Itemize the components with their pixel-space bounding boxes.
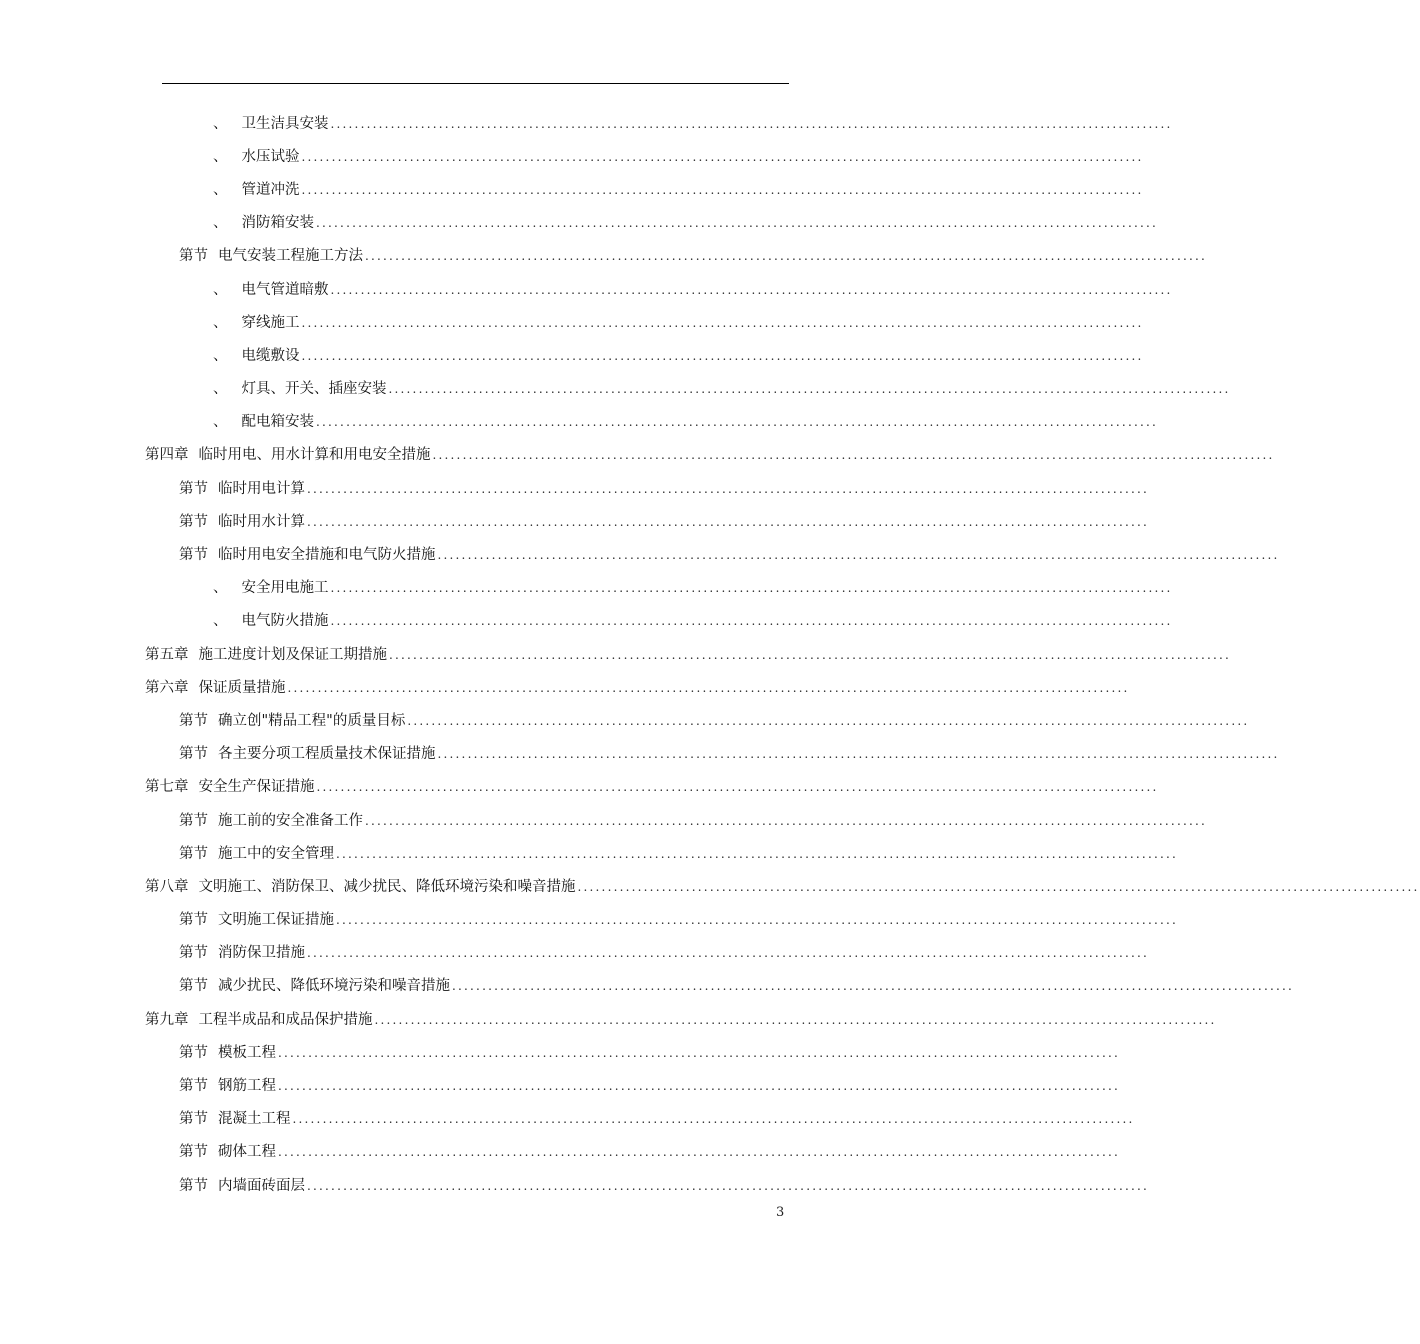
toc-dot-leader: ............................................................................................................................................: [316, 415, 1159, 430]
toc-entry-title: 确立创"精品工程"的质量目标: [218, 712, 406, 729]
toc-entry-number: 、: [213, 580, 228, 597]
toc-entry-title: 穿线施工: [241, 314, 300, 331]
toc-entry-number: 第六章: [145, 679, 189, 696]
toc-entry-number: 、: [213, 281, 228, 298]
toc-dot-leader: ............................................................................................................................................: [365, 249, 1208, 264]
toc-entry-number: 第节: [179, 746, 208, 763]
toc-entry-title: 配电箱安装: [241, 414, 314, 431]
toc-entry-number: 第节: [179, 1078, 208, 1095]
toc-dot-leader: ............................................................................................................................................: [330, 116, 1173, 131]
toc-dot-leader: ............................................................................................................................................: [316, 216, 1159, 231]
toc-entry-title: 水压试验: [241, 148, 300, 165]
toc-entry-number: 第四章: [145, 447, 189, 464]
toc-dot-leader: ............................................................................................................................................: [307, 514, 1150, 529]
toc-entry-chapter[interactable]: [0, 1003, 1217, 1036]
toc-dot-leader: ............................................................................................................................................: [278, 1145, 1121, 1160]
toc-entry-bullet[interactable]: [0, 605, 1173, 638]
toc-dot-leader: ............................................................................................................................................: [287, 680, 1130, 695]
toc-entry-title: 临时用电计算: [218, 480, 305, 497]
toc-entry-title: 卫生洁具安装: [241, 115, 329, 132]
toc-entry-number: 第节: [179, 812, 208, 829]
toc-entry-bullet[interactable]: [0, 107, 1173, 140]
toc-entry-number: 第节: [179, 513, 208, 530]
page-number: 3: [776, 1205, 785, 1220]
header-rule: [162, 83, 789, 84]
toc-entry-number: 第节: [179, 712, 208, 729]
toc-entry-chapter[interactable]: [0, 671, 1130, 704]
toc-entry-number: 、: [213, 381, 228, 398]
toc-entry-title: 工程半成品和成品保护措施: [198, 1011, 373, 1028]
toc-entry-number: 第节: [179, 945, 208, 962]
toc-dot-leader: ............................................................................................................................................: [330, 581, 1173, 596]
toc-entry-number: 第节: [179, 480, 208, 497]
toc-dot-leader: ............................................................................................................................................: [301, 182, 1144, 197]
toc-entry-number: 第九章: [145, 1011, 189, 1028]
toc-entry-bullet[interactable]: [0, 173, 1144, 206]
toc-entry-title: 消防箱安装: [241, 215, 314, 232]
toc-dot-leader: ............................................................................................................................................: [278, 1079, 1121, 1094]
toc-entry-number: 、: [213, 115, 228, 132]
toc-entry-bullet[interactable]: [0, 572, 1173, 605]
toc-entry-title: 电气管道暗敷: [241, 281, 329, 298]
toc-dot-leader: ............................................................................................................................................: [365, 813, 1208, 828]
toc-entry-chapter[interactable]: [0, 771, 1159, 804]
toc-entry-bullet[interactable]: [0, 140, 1144, 173]
toc-dot-leader: ............................................................................................................................................: [389, 647, 1232, 662]
toc-entry-number: 第节: [179, 912, 208, 929]
toc-entry-number: 第节: [179, 248, 208, 265]
toc-entry-title: 电缆敷设: [241, 347, 300, 364]
toc-entry-title: 混凝土工程: [218, 1111, 291, 1128]
toc-entry-number: 第节: [179, 1177, 208, 1194]
toc-dot-leader: ............................................................................................................................................: [452, 979, 1295, 994]
toc-entry-title: 文明施工、消防保卫、减少扰民、降低环境污染和噪音措施: [198, 878, 576, 895]
toc-dot-leader: ............................................................................................................................................: [432, 448, 1275, 463]
toc-dot-leader: ............................................................................................................................................: [336, 846, 1179, 861]
toc-entry-title: 管道冲洗: [241, 181, 300, 198]
toc-entry-title: 模板工程: [218, 1044, 276, 1061]
toc-dot-leader: ............................................................................................................................................: [388, 382, 1231, 397]
toc-entry-section[interactable]: [0, 505, 1150, 538]
toc-dot-leader: ............................................................................................................................................: [437, 548, 1280, 563]
toc-entry-title: 文明施工保证措施: [218, 912, 334, 929]
toc-entry-section[interactable]: [0, 240, 1208, 273]
toc-entry-section[interactable]: [0, 472, 1150, 505]
toc-entry-title: 施工进度计划及保证工期措施: [198, 646, 387, 663]
toc-entry-bullet[interactable]: [0, 406, 1159, 439]
table-of-contents: [0, 107, 1420, 1202]
toc-dot-leader: ............................................................................................................................................: [278, 1045, 1121, 1060]
toc-dot-leader: ............................................................................................................................................: [301, 149, 1144, 164]
toc-entry-title: 砌体工程: [218, 1144, 276, 1161]
toc-entry-bullet[interactable]: [0, 373, 1231, 406]
toc-entry-title: 安全生产保证措施: [198, 779, 315, 796]
toc-dot-leader: ............................................................................................................................................: [307, 481, 1150, 496]
toc-entry-chapter[interactable]: [0, 439, 1275, 472]
toc-dot-leader: ............................................................................................................................................: [330, 282, 1173, 297]
toc-dot-leader: ............................................................................................................................................: [330, 614, 1173, 629]
toc-entry-number: 第八章: [145, 878, 189, 895]
toc-entry-number: 第节: [179, 547, 208, 564]
toc-entry-number: 第节: [179, 978, 208, 995]
toc-entry-section[interactable]: [0, 704, 1250, 737]
toc-entry-section[interactable]: [0, 1136, 1121, 1169]
toc-entry-chapter[interactable]: [0, 870, 1420, 903]
toc-entry-title: 内墙面砖面层: [218, 1177, 305, 1194]
toc-entry-number: 、: [213, 148, 228, 165]
toc-entry-number: 第节: [179, 1144, 208, 1161]
toc-dot-leader: ............................................................................................................................................: [407, 713, 1250, 728]
toc-entry-number: 、: [213, 215, 228, 232]
toc-entry-number: 第七章: [145, 779, 189, 796]
toc-entry-section[interactable]: [0, 1036, 1121, 1069]
toc-entry-number: 、: [213, 314, 228, 331]
toc-dot-leader: ............................................................................................................................................: [301, 315, 1144, 330]
toc-dot-leader: ............................................................................................................................................: [292, 1112, 1135, 1127]
toc-dot-leader: ............................................................................................................................................: [316, 780, 1159, 795]
toc-entry-number: 第节: [179, 1044, 208, 1061]
toc-dot-leader: ............................................................................................................................................: [336, 913, 1179, 928]
toc-entry-bullet[interactable]: [0, 339, 1144, 372]
toc-entry-number: 、: [213, 347, 228, 364]
toc-entry-section[interactable]: [0, 804, 1208, 837]
toc-entry-title: 安全用电施工: [241, 580, 329, 597]
toc-entry-section[interactable]: [0, 1103, 1135, 1136]
toc-entry-section[interactable]: [0, 1069, 1121, 1102]
toc-entry-section[interactable]: [0, 904, 1179, 937]
toc-dot-leader: ............................................................................................................................................: [437, 747, 1280, 762]
toc-entry-section[interactable]: [0, 937, 1150, 970]
toc-entry-section[interactable]: [0, 970, 1295, 1003]
toc-entry-number: 、: [213, 414, 228, 431]
toc-entry-number: 第节: [179, 1111, 208, 1128]
toc-dot-leader: ............................................................................................................................................: [577, 879, 1420, 894]
toc-entry-bullet[interactable]: [0, 207, 1159, 240]
toc-entry-number: 第五章: [145, 646, 189, 663]
toc-entry-title: 消防保卫措施: [218, 945, 305, 962]
toc-entry-number: 第节: [179, 845, 208, 862]
toc-entry-title: 临时用电安全措施和电气防火措施: [218, 547, 436, 564]
toc-entry-number: 、: [213, 181, 228, 198]
toc-entry-title: 临时用水计算: [218, 513, 305, 530]
toc-entry-title: 临时用电、用水计算和用电安全措施: [198, 447, 431, 464]
toc-entry-title: 钢筋工程: [218, 1078, 276, 1095]
toc-dot-leader: ............................................................................................................................................: [307, 1178, 1150, 1193]
toc-entry-bullet[interactable]: [0, 306, 1144, 339]
toc-entry-title: 各主要分项工程质量技术保证措施: [218, 746, 436, 763]
toc-dot-leader: ............................................................................................................................................: [301, 348, 1144, 363]
toc-entry-title: 施工中的安全管理: [218, 845, 334, 862]
toc-dot-leader: ............................................................................................................................................: [307, 946, 1150, 961]
toc-entry-chapter[interactable]: [0, 638, 1232, 671]
toc-entry-number: 、: [213, 613, 228, 630]
toc-dot-leader: ............................................................................................................................................: [374, 1012, 1217, 1027]
toc-entry-section[interactable]: [0, 1169, 1150, 1202]
toc-entry-title: 减少扰民、降低环境污染和噪音措施: [218, 978, 450, 995]
toc-entry-title: 施工前的安全准备工作: [218, 812, 363, 829]
toc-entry-section[interactable]: [0, 538, 1280, 571]
toc-entry-bullet[interactable]: [0, 273, 1173, 306]
toc-entry-title: 保证质量措施: [198, 679, 286, 696]
toc-entry-title: 灯具、开关、插座安装: [241, 381, 387, 398]
toc-entry-section[interactable]: [0, 738, 1280, 771]
toc-entry-title: 电气安装工程施工方法: [218, 248, 363, 265]
toc-entry-section[interactable]: [0, 837, 1179, 870]
toc-entry-title: 电气防火措施: [241, 613, 329, 630]
